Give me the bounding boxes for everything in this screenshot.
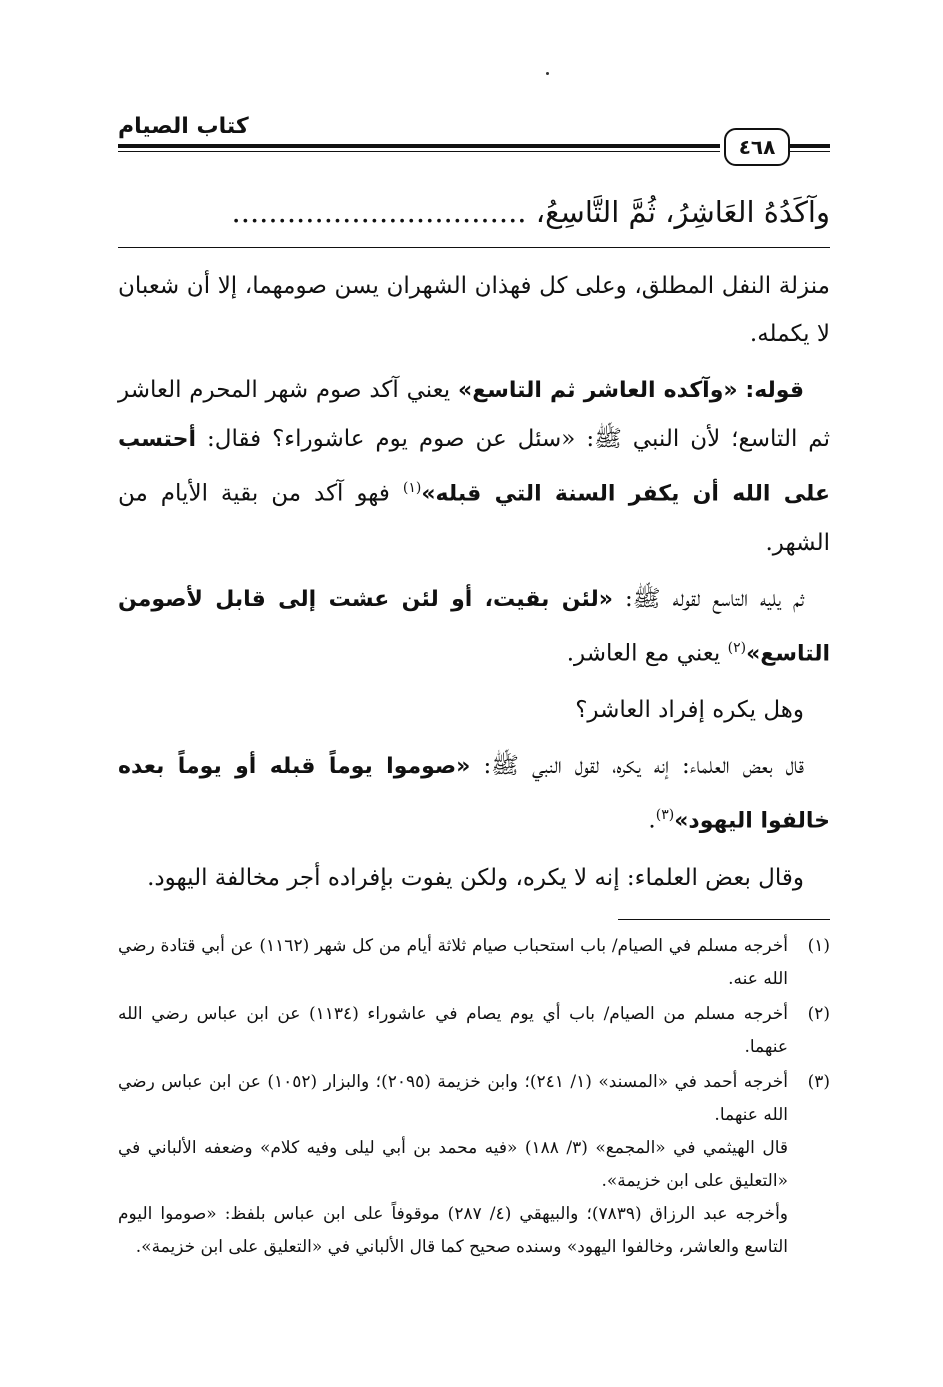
paragraph-5-text: قال بعض العلماء: إنه يكره، لقول النبي ﷺ: (483, 753, 804, 780)
footnote-line: أخرجه مسلم في الصيام/ باب استحباب صيام ثلاثة أيام من كل شهر (١١٦٢) عن أبي قتادة رضي الله عنه. (118, 936, 788, 989)
paragraph-2 (118, 366, 830, 567)
paragraph-5 (118, 742, 830, 846)
footnote-3 (118, 1066, 830, 1264)
footnote-body (118, 998, 788, 1064)
paragraph-5-end: . (648, 807, 656, 834)
paragraph-6: وقال بعض العلماء: إنه لا يكره، ولكن يفوت بإفراده أجر مخالفة اليهود. (147, 864, 804, 891)
qawluhu-label: قوله: (745, 378, 804, 403)
footnotes (118, 930, 830, 1266)
footnote-body (118, 1066, 788, 1264)
footnote-divider (618, 919, 830, 920)
matn-line (118, 184, 830, 244)
header-rule-right-thin (790, 151, 830, 152)
footnote-ref-1[interactable]: (١) (402, 480, 422, 496)
matn-text: وآكَدُهُ العَاشِرُ، ثُمَّ التَّاسِعُ، (535, 195, 830, 229)
stray-dot (546, 72, 549, 75)
paragraph-1: منزلة النفل المطلق، وعلى كل فهذان الشهران يسن صومهما، إلا أن شعبان لا يكمله. (118, 273, 830, 347)
matn-dots: ................................ (231, 195, 527, 229)
footnote-1 (118, 930, 830, 996)
paragraph-3-end: يعني مع العاشر. (566, 640, 721, 667)
paragraph-4: وهل يكره إفراد العاشر؟ (575, 697, 804, 724)
body-text (118, 262, 830, 910)
footnote-body (118, 930, 788, 996)
hadith-quote-3: «صوموا يوماً قبله أو يوماً بعده خالفوا اليهود» (118, 754, 830, 834)
paragraph-3 (118, 575, 830, 679)
footnote-ref-2[interactable]: (٢) (727, 639, 747, 656)
footnote-line: وأخرجه عبد الرزاق (٧٨٣٩)؛ والبيهقي (٤/ ٢٨٧) موقوفاً على ابن عباس بلفظ: «صوموا اليوم التاسع والعاشر، وخالفوا اليهود» وسنده صحيح كما قال الألباني في «التعليق على ابن خزيمة». (118, 1204, 788, 1257)
page-number: ٤٦٨ (724, 128, 790, 166)
footnote-number: (٣) (807, 1072, 830, 1092)
footnote-line: قال الهيثمي في «المجمع» (٣/ ١٨٨) «فيه محمد بن أبي ليلى وفيه كلام» وضعفه الألباني في «التعليق على ابن خزيمة». (118, 1138, 788, 1191)
paragraph-2-text: يعني آكد صوم شهر المحرم العاشر ثم التاسع؛ لأن النبي ﷺ: «سئل عن صوم يوم عاشوراء؟ فقال: (118, 377, 830, 452)
footnote-line: أخرجه أحمد في «المسند» (١/ ٢٤١)؛ وابن خزيمة (٢٠٩٥)؛ والبزار (١٠٥٢) عن ابن عباس رضي الله عنهما. (118, 1072, 789, 1125)
footnote-2 (118, 998, 830, 1064)
paragraph-2-end: فهو آكد من بقية الأيام من الشهر. (118, 480, 830, 556)
page-header (118, 112, 830, 172)
book-title: كتاب الصيام (118, 114, 255, 139)
footnote-line: أخرجه مسلم من الصيام/ باب أي يوم يصام في عاشوراء (١١٣٤) عن ابن عباس رضي الله عنهما. (118, 1004, 789, 1057)
footnote-number: (١) (807, 936, 830, 956)
footnote-number: (٢) (807, 1004, 830, 1024)
header-rule (118, 144, 720, 148)
header-rule-right (790, 144, 830, 148)
matn-divider (118, 247, 830, 248)
header-rule-thin (118, 151, 720, 152)
matn-quote: «وآكده العاشر ثم التاسع» (457, 378, 738, 403)
footnote-ref-3[interactable]: (٣) (655, 807, 675, 824)
hadith-quote-2: «لئن بقيت، أو لئن عشت إلى قابل لأصومن التاسع» (118, 586, 830, 667)
paragraph-3-text: ثم يليه التاسع لقوله ﷺ: (625, 585, 804, 612)
hadith-quote-1: أحتسب على الله أن يكفر السنة التي قبله» (118, 427, 830, 507)
